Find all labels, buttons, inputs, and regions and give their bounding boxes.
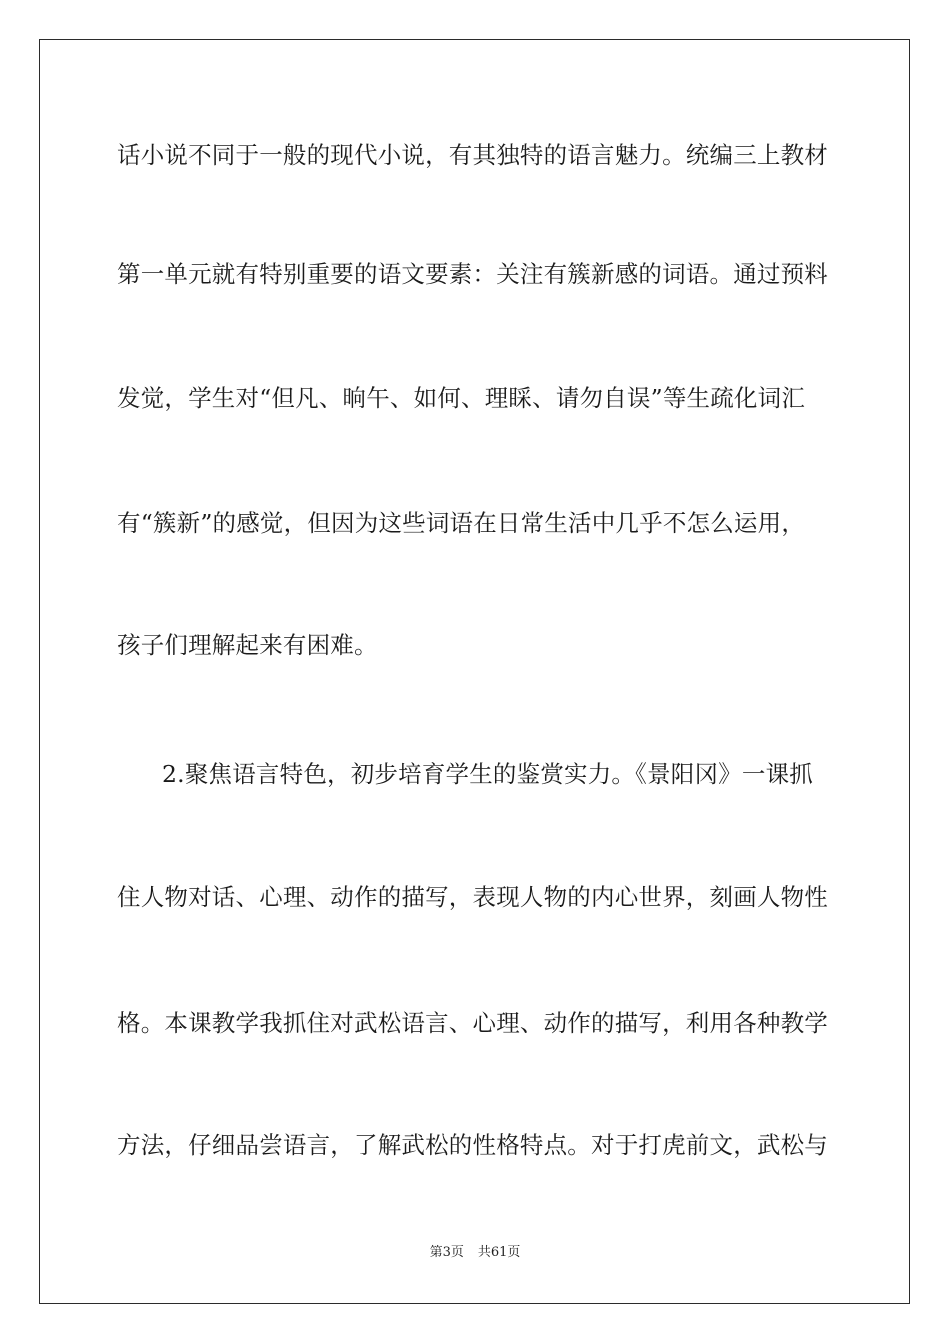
page-footer <box>0 1244 950 1262</box>
paragraph-start-line: 2.聚焦语言特色，初步培育学生的鉴赏实力。《景阳冈》一课抓 <box>162 760 813 788</box>
text-line: 有“簇新”的感觉，但因为这些词语在日常生活中几乎不怎么运用， <box>117 509 806 537</box>
text-line: 孩子们理解起来有困难。 <box>117 631 378 659</box>
text-line: 格。本课教学我抓住对武松语言、心理、动作的描写，利用各种教学 <box>117 1009 828 1037</box>
text-line: 发觉，学生对“但凡、晌午、如何、理睬、请勿自误”等生疏化词汇 <box>117 384 806 412</box>
text-line: 话小说不同于一般的现代小说，有其独特的语言魅力。统编三上教材 <box>117 141 828 169</box>
text-line: 住人物对话、心理、动作的描写，表现人物的内心世界，刻画人物性 <box>117 883 828 911</box>
page-border <box>39 39 910 1304</box>
text-line: 第一单元就有特别重要的语文要素：关注有簇新感的词语。通过预料 <box>117 260 828 288</box>
text-line: 方法，仔细品尝语言，了解武松的性格特点。对于打虎前文，武松与 <box>117 1131 828 1159</box>
page-number: 第3页 <box>429 1245 464 1260</box>
page-total: 共61页 <box>477 1245 521 1260</box>
